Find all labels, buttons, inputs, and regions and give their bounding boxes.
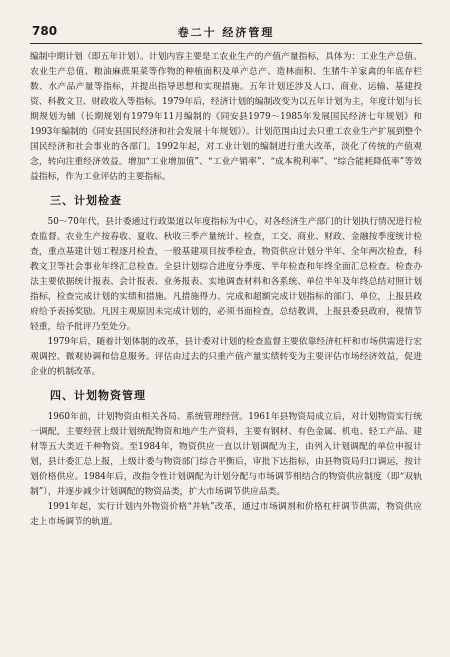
- paragraph-inspection-50s-70s: 50～70年代，县计委通过行政渠道以年度指标为中心，对各经济生产部门的计划执行情况进行检查监督。农业生产按春收、夏收、秋收三季产量统计、检查，工交、商业、财政、金融按季度统计检查，重点基建计划工程逐月检查，一般基建项目按季检查，物资供应计划分半年、全年两次检查，科教文卫等社会事业年终汇总检查。全县计划综合进度分季度、半年检查和年终全面汇总检查。检查办法主要依据统计报表、会计报表、业务报表、实地调查材料和各系统、单位半年及年终总结对照计划指标，检查完成计划的实绩和措施。凡措施得力、完成和超额完成计划指标的部门、单位，上报县政府给予表扬奖励。凡因主观原因未完成计划的，必须书面检查，总结教训，上报县委县政府，视情节轻重，给予批评乃至处分。: [30, 217, 422, 332]
- page-number: 780: [32, 24, 58, 38]
- paragraph-inspection-after-1979: 1979年后，随着计划体制的改革，县计委对计划的检查监督主要依靠经济杠杆和市场供需进行宏观调控、微观协调和信息服务。评估由过去的只重产值产量实绩转变为主要评估市场经济效益，促进企业的机制改革。: [30, 337, 422, 377]
- paragraph-materials-before-1984: 1960年前，计划物资由相关各局、系统管理经营。1961年县物资局成立后，对计划物资实行统一调配，主要经营上级计划统配物资和地产生产资料，主要有钢材、有色金属、机电、轻工产品、建材等五大类近千种物资。至1984年，物资供应一直以计划调配为主，由列入计划调配的单位申报计划，县计委汇总上报，上级计委与物资部门综合平衡后，审批下达指标，由县物资局归口调运，按计划价格供应。1984年后，改指令性计划调配为计划分配与市场调节相结合的物资供应制度（即“双轨制”），并逐步减少计划调配的物资品类，扩大市场调节供应品类。: [30, 412, 422, 497]
- running-head: [30, 22, 422, 42]
- header-rule: [30, 43, 422, 44]
- paragraph-plan-content: 编制中期计划（即五年计划）。计划内容主要是工农业生产的产值产量指标，具体为：工业生产总值、农业生产总值、粮油麻蔗果菜等作物的种植面积及单产总产、造林面积、生猪牛羊家禽的年底存栏数、水产品产量等指标，并提出指导思想和实现措施。五年计划还涉及人口、商业、运输、基建投资、科教文卫、财政收入等指标。1979年后，经济计划的编制改变为以五年计划为主，年度计划与长期规划为辅（长期规划有1979年11月编制的《同安县1979～1985年发展国民经济七年规划》和1993年编制的《同安县国民经济和社会发展十年规划》）。计划范围由过去只重工农业生产扩展到整个国民经济和社会事业的各部门。1992年起，对工业计划的编制进行重大改革，淡化了传统的产值观念，转向注重经济效益。增加“工业增加值”、“工业产销率”、“成本税利率”、“综合能耗降低率”等效益指标，作为工业评估的主要指标。: [30, 52, 422, 182]
- chapter-title: 卷二十 经济管理: [177, 26, 275, 39]
- paragraph-materials-1991: 1991年起，实行计划内外物资价格“并轨”改革，通过市场调剂和价格杠杆调节供需，物资供应走上市场调节的轨道。: [30, 502, 422, 527]
- section-heading-plan-inspection: 三、计划检查: [50, 194, 122, 207]
- body-text: [30, 50, 422, 530]
- section-heading-material-management: 四、计划物资管理: [50, 389, 146, 402]
